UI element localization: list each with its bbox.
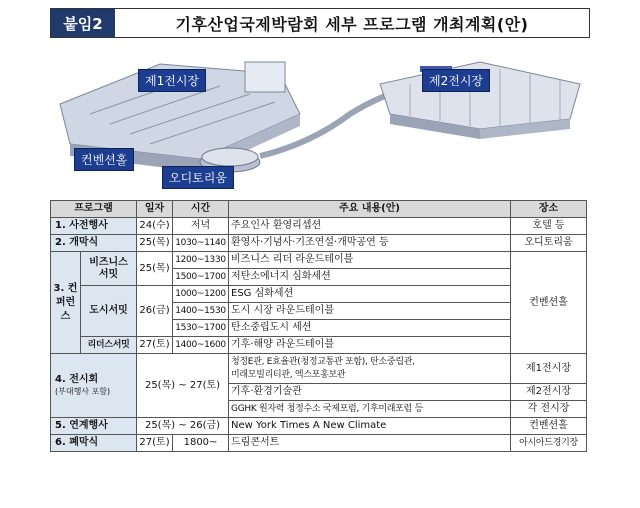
program-content: 주요인사 환영리셉션 [229, 218, 511, 235]
page-title: 기후산업국제박람회 세부 프로그램 개최계획(안) [175, 14, 529, 34]
program-date: 26(금) [137, 286, 173, 337]
business-summit-label: 비즈니스 서밋 [81, 252, 137, 286]
program-content: ESG 심화세션 [229, 286, 511, 303]
header-program: 프로그램 [51, 201, 137, 218]
conference-label: 3. 컨퍼런스 [51, 252, 81, 354]
program-content: New York Times A New Climate [229, 418, 511, 435]
table-row [51, 218, 587, 235]
header-content: 주요 내용(안) [229, 201, 511, 218]
exhibition-halls-line1: 청정E관, E효율관(청정교통관 포함), 탄소중립관, [231, 356, 415, 367]
program-time: 저녁 [173, 218, 229, 235]
table-row [51, 354, 587, 384]
program-content: 비즈니스 리더 라운드테이블 [229, 252, 511, 269]
table-row [51, 235, 587, 252]
program-content: 환영사·기념사·기조연설·개막공연 등 [229, 235, 511, 252]
table-header-row [51, 201, 587, 218]
program-venue: 제1전시장 [511, 354, 587, 384]
program-date: 25(목) [137, 235, 173, 252]
exhibition-halls-line2: 미래모빌리티관, 엑스포홍보관 [231, 369, 346, 380]
program-venue: 각 전시장 [511, 401, 587, 418]
program-content: 기후·해양 라운드테이블 [229, 337, 511, 354]
program-time: 1400~1530 [173, 303, 229, 320]
program-time: 1030~1140 [173, 235, 229, 252]
table-row [51, 435, 587, 452]
header-venue: 장소 [511, 201, 587, 218]
program-venue: 오디토리움 [511, 235, 587, 252]
program-time: 1000~1200 [173, 286, 229, 303]
program-content [229, 354, 511, 384]
program-content: 탄소중립도시 세션 [229, 320, 511, 337]
program-venue: 제2전시장 [511, 384, 587, 401]
exhibition-label [51, 354, 137, 418]
attachment-badge: 붙임2 [51, 9, 115, 37]
hall1-label: 제1전시장 [138, 69, 206, 92]
venue-buildings-illustration [50, 44, 590, 194]
program-name: 5. 연계행사 [51, 418, 137, 435]
program-venue: 호텔 등 [511, 218, 587, 235]
program-time: 1200~1330 [173, 252, 229, 269]
program-name: 2. 개막식 [51, 235, 137, 252]
conference-venue: 컨벤션홀 [511, 252, 587, 354]
header-time: 시간 [173, 201, 229, 218]
program-venue: 컨벤션홀 [511, 418, 587, 435]
program-time: 1500~1700 [173, 269, 229, 286]
program-date: 25(목) ~ 26(금) [137, 418, 229, 435]
city-summit-label: 도시서밋 [81, 286, 137, 337]
program-content: 드림콘서트 [229, 435, 511, 452]
table-row [51, 418, 587, 435]
convention-hall-label: 컨벤션홀 [74, 148, 134, 171]
program-time: 1530~1700 [173, 320, 229, 337]
program-date: 27(토) [137, 337, 173, 354]
hall2-label: 제2전시장 [422, 69, 490, 92]
table-row [51, 286, 587, 303]
program-content: 도시 시장 라운드테이블 [229, 303, 511, 320]
program-name: 6. 폐막식 [51, 435, 137, 452]
program-content: 저탄소에너지 심화세션 [229, 269, 511, 286]
leaders-summit-label: 리더스서밋 [81, 337, 137, 354]
title-bar [50, 8, 590, 38]
program-date: 24(수) [137, 218, 173, 235]
program-venue: 아시아드경기장 [511, 435, 587, 452]
header-date: 일자 [137, 201, 173, 218]
program-date: 25(목) [137, 252, 173, 286]
program-table [50, 200, 587, 452]
program-time: 1800~ [173, 435, 229, 452]
program-content: 기후·환경기술관 [229, 384, 511, 401]
venue-illustration [50, 44, 590, 194]
auditorium-label: 오디토리움 [162, 166, 234, 189]
exhibition-name: 4. 전시회 [55, 373, 99, 385]
exhibition-note: (부대행사 포함) [55, 386, 111, 396]
program-date: 27(토) [137, 435, 173, 452]
program-content: GGHK 원자력 청정수소 국제포럼, 기후미래포럼 등 [229, 401, 511, 418]
program-name: 1. 사전행사 [51, 218, 137, 235]
program-date: 25(목) ~ 27(토) [137, 354, 229, 418]
table-row [51, 252, 587, 269]
table-row [51, 337, 587, 354]
program-time: 1400~1600 [173, 337, 229, 354]
